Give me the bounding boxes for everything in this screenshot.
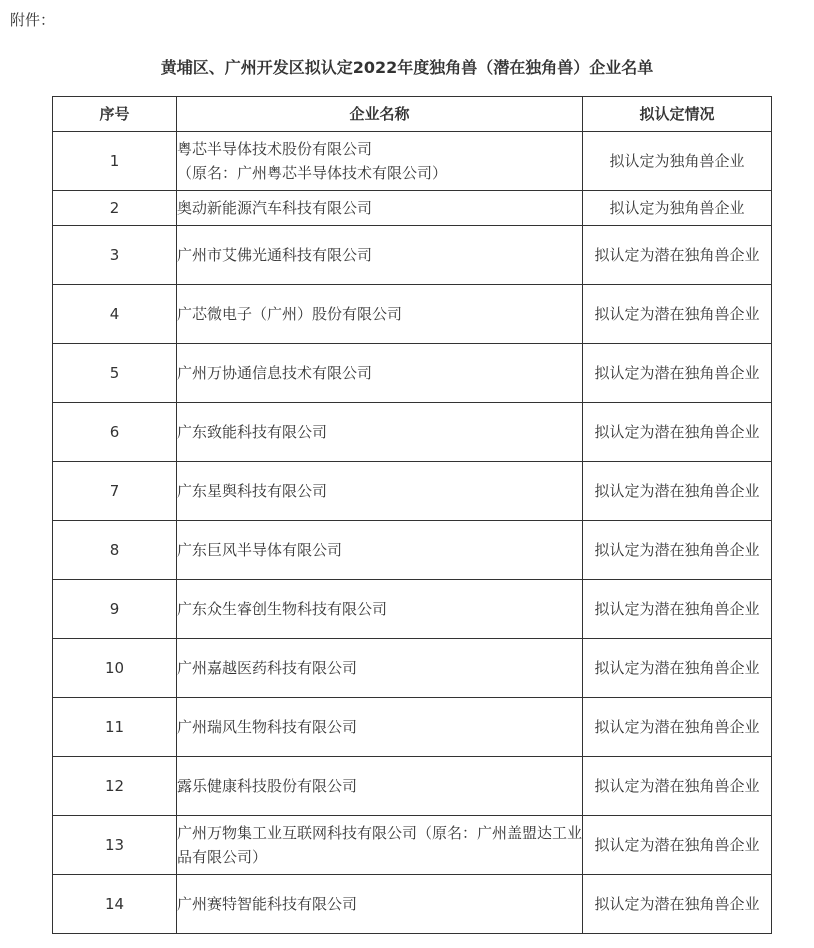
company-list-table <box>52 96 772 934</box>
row-recognition-status: 拟认定为潜在独角兽企业 <box>583 226 772 285</box>
row-serial-number: 12 <box>53 757 177 816</box>
row-recognition-status: 拟认定为潜在独角兽企业 <box>583 580 772 639</box>
row-recognition-status: 拟认定为潜在独角兽企业 <box>583 462 772 521</box>
row-company-name: 广东巨风半导体有限公司 <box>177 521 583 580</box>
row-company-name: 广州市艾佛光通科技有限公司 <box>177 226 583 285</box>
row-company-name: 广东众生睿创生物科技有限公司 <box>177 580 583 639</box>
row-recognition-status: 拟认定为独角兽企业 <box>583 191 772 226</box>
row-company-name: 露乐健康科技股份有限公司 <box>177 757 583 816</box>
row-serial-number: 8 <box>53 521 177 580</box>
table-header-row <box>53 97 772 132</box>
row-company-name: 广芯微电子（广州）股份有限公司 <box>177 285 583 344</box>
row-serial-number: 14 <box>53 875 177 934</box>
table-row <box>53 462 772 521</box>
company-former-name-line: （原名：广州粤芯半导体技术有限公司） <box>177 164 448 182</box>
row-serial-number: 4 <box>53 285 177 344</box>
row-serial-number: 9 <box>53 580 177 639</box>
header-serial-number: 序号 <box>53 97 177 132</box>
row-company-name: 奥动新能源汽车科技有限公司 <box>177 191 583 226</box>
table-row <box>53 521 772 580</box>
table-row <box>53 132 772 191</box>
row-serial-number: 11 <box>53 698 177 757</box>
table-row <box>53 285 772 344</box>
row-recognition-status: 拟认定为潜在独角兽企业 <box>583 639 772 698</box>
row-recognition-status: 拟认定为潜在独角兽企业 <box>583 875 772 934</box>
row-serial-number: 2 <box>53 191 177 226</box>
attachment-label: 附件： <box>10 11 56 29</box>
row-serial-number: 6 <box>53 403 177 462</box>
table-row <box>53 226 772 285</box>
table-row <box>53 816 772 875</box>
row-serial-number: 13 <box>53 816 177 875</box>
table-row <box>53 191 772 226</box>
row-company-name: 广州赛特智能科技有限公司 <box>177 875 583 934</box>
table-row <box>53 757 772 816</box>
row-recognition-status: 拟认定为潜在独角兽企业 <box>583 521 772 580</box>
row-recognition-status: 拟认定为潜在独角兽企业 <box>583 285 772 344</box>
row-serial-number: 10 <box>53 639 177 698</box>
row-recognition-status: 拟认定为潜在独角兽企业 <box>583 344 772 403</box>
row-recognition-status: 拟认定为潜在独角兽企业 <box>583 757 772 816</box>
row-serial-number: 1 <box>53 132 177 191</box>
header-company-name: 企业名称 <box>177 97 583 132</box>
row-recognition-status: 拟认定为独角兽企业 <box>583 132 772 191</box>
row-company-name <box>177 132 583 191</box>
header-recognition-status: 拟认定情况 <box>583 97 772 132</box>
table-row <box>53 698 772 757</box>
table-row <box>53 580 772 639</box>
row-company-name: 广州瑞风生物科技有限公司 <box>177 698 583 757</box>
row-recognition-status: 拟认定为潜在独角兽企业 <box>583 816 772 875</box>
row-company-name: 广州嘉越医药科技有限公司 <box>177 639 583 698</box>
row-company-name: 广州万协通信息技术有限公司 <box>177 344 583 403</box>
table-row <box>53 639 772 698</box>
document-title: 黄埔区、广州开发区拟认定2022年度独角兽（潜在独角兽）企业名单 <box>160 58 654 77</box>
row-serial-number: 5 <box>53 344 177 403</box>
row-company-name: 广东星舆科技有限公司 <box>177 462 583 521</box>
row-company-name: 广州万物集工业互联网科技有限公司（原名：广州盖盟达工业品有限公司） <box>177 816 583 875</box>
row-company-name: 广东致能科技有限公司 <box>177 403 583 462</box>
table-row <box>53 875 772 934</box>
table-row <box>53 344 772 403</box>
company-name-line: 粤芯半导体技术股份有限公司 <box>177 140 373 158</box>
row-recognition-status: 拟认定为潜在独角兽企业 <box>583 403 772 462</box>
row-recognition-status: 拟认定为潜在独角兽企业 <box>583 698 772 757</box>
row-serial-number: 7 <box>53 462 177 521</box>
table-row <box>53 403 772 462</box>
row-serial-number: 3 <box>53 226 177 285</box>
